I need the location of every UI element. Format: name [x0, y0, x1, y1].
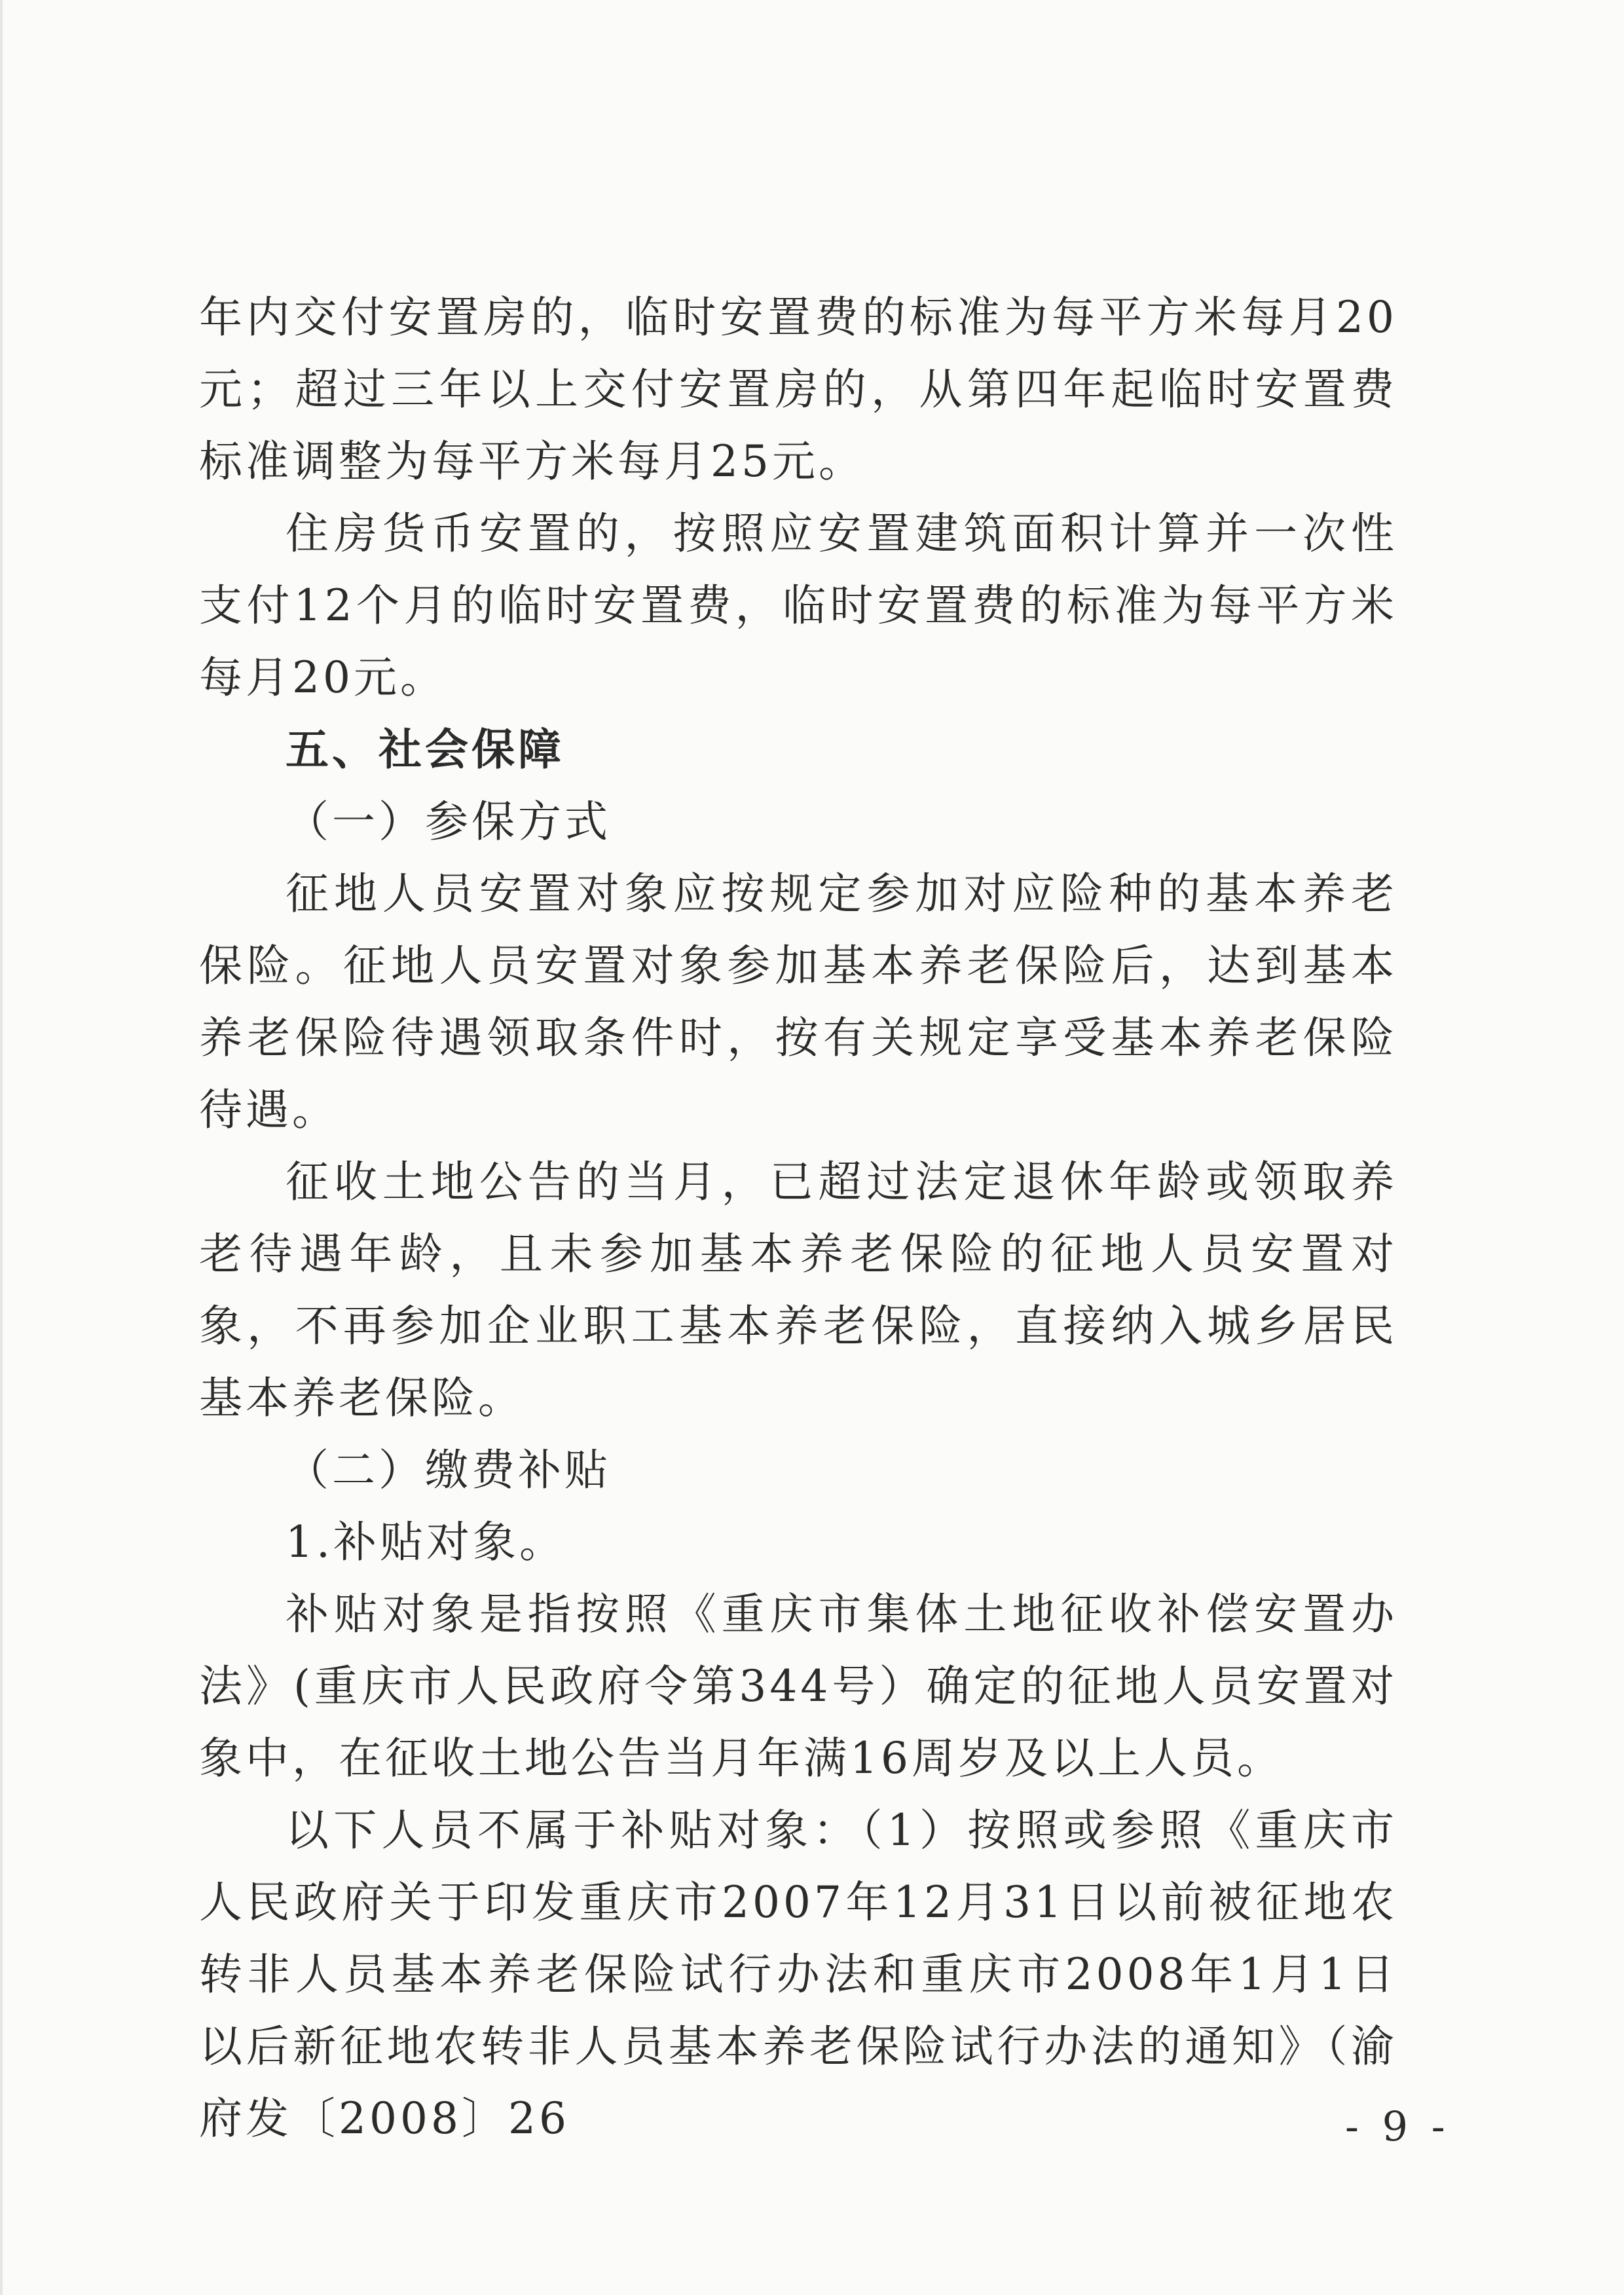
document-body — [199, 282, 1397, 2155]
paragraph-subsidy-definition: 补贴对象是指按照《重庆市集体土地征收补偿安置办法》(重庆市人民政府令第344号）确定的征地人员安置对象中，在征收土地公告当月年满16周岁及以上人员。 — [199, 1589, 1397, 1783]
paragraph-monetary-resettlement: 住房货币安置的，按照应安置建筑面积计算并一次性支付12个月的临时安置费，临时安置费的标准为每平方米每月20元。 — [199, 508, 1397, 703]
subheading-insurance-method: （一）参保方式 — [286, 796, 611, 847]
paragraph-retirement-age: 征收土地公告的当月，已超过法定退休年龄或领取养老待遇年龄，且未参加基本养老保险的征地人员安置对象，不再参加企业职工基本养老保险，直接纳入城乡居民基本养老保险。 — [199, 1157, 1397, 1423]
paragraph-excluded-persons: 以下人员不属于补贴对象：（1）按照或参照《重庆市人民政府关于印发重庆市2007年12月31日以前被征地农转非人员基本养老保险试行办法和重庆市2008年1月1日以后新征地农转非人员基本养老保险试行办法的通知》（渝府发〔2008〕26 — [199, 1805, 1397, 2144]
section-heading-social-security: 五、社会保障 — [286, 724, 564, 775]
page-number: - 9 - — [1345, 2102, 1450, 2150]
paragraph-temporary-housing: 年内交付安置房的，临时安置费的标准为每平方米每月20元；超过三年以上交付安置房的，从第四年起临时安置费标准调整为每平方米每月25元。 — [199, 292, 1397, 487]
subheading-payment-subsidy: （二）缴费补贴 — [286, 1445, 611, 1495]
paragraph-insurance-requirement: 征地人员安置对象应按规定参加对应险种的基本养老保险。征地人员安置对象参加基本养老保险后，达到基本养老保险待遇领取条件时，按有关规定享受基本养老保险待遇。 — [199, 868, 1397, 1135]
item-subsidy-target: 1.补贴对象。 — [286, 1517, 566, 1567]
